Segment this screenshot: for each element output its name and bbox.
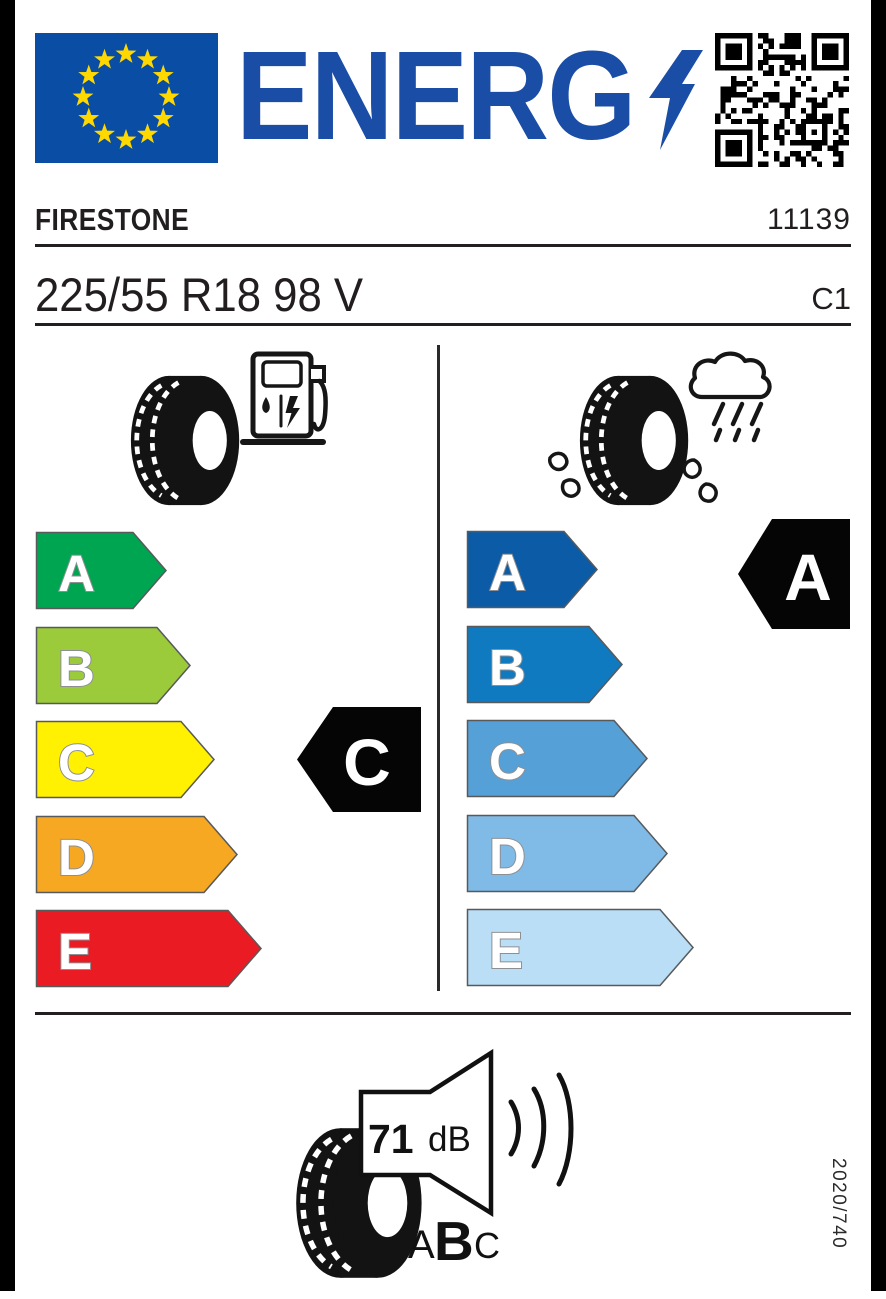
label-border-left xyxy=(0,0,15,1291)
svg-text:C: C xyxy=(58,734,95,791)
svg-text:D: D xyxy=(58,828,95,886)
regulation-number: 2020/740 xyxy=(828,1158,849,1250)
eu-flag-icon xyxy=(35,33,218,163)
svg-text:C: C xyxy=(489,733,526,790)
fuel-efficiency-grade-E xyxy=(35,909,263,988)
tire-class: C1 xyxy=(811,281,851,316)
divider-size xyxy=(35,323,851,326)
qr-code xyxy=(712,33,852,167)
divider-noise xyxy=(35,1012,851,1015)
lightning-bolt-icon xyxy=(649,50,703,150)
divider-columns xyxy=(437,345,440,991)
fuel-efficiency-grade-A xyxy=(35,531,168,610)
wet-grip-grade-E xyxy=(466,908,695,987)
fuel-efficiency-grade-D xyxy=(35,815,239,894)
noise-class-c: C xyxy=(474,1225,500,1266)
brand-name: FIRESTONE xyxy=(35,202,190,237)
fuel-efficiency-rating: C xyxy=(343,725,391,799)
fuel-efficiency-rating-indicator xyxy=(297,706,422,813)
noise-class-b: B xyxy=(434,1210,474,1272)
svg-text:E: E xyxy=(58,923,93,980)
wet-grip-grade-B xyxy=(466,625,624,704)
energ-logo-text: ENERG xyxy=(236,25,635,166)
label-border-right xyxy=(871,0,886,1291)
wet-grip-grade-A xyxy=(466,530,599,609)
svg-text:B: B xyxy=(58,639,95,697)
svg-text:A: A xyxy=(489,544,526,601)
wet-grip-rating-indicator xyxy=(738,518,852,630)
svg-text:E: E xyxy=(489,922,524,979)
fuel-efficiency-scale xyxy=(35,531,275,991)
article-number: 11139 xyxy=(767,203,851,236)
svg-text:D: D xyxy=(489,827,526,885)
svg-text:A: A xyxy=(58,545,95,602)
divider-brand xyxy=(35,244,851,247)
svg-text:B: B xyxy=(489,638,526,696)
tire-rain-cloud-icon xyxy=(528,340,808,512)
wet-grip-grade-D xyxy=(466,814,669,893)
fuel-efficiency-grade-B xyxy=(35,626,192,705)
fuel-efficiency-grade-C xyxy=(35,720,216,799)
sound-waves-icon xyxy=(511,1075,571,1184)
tire-size: 225/55 R18 98 V xyxy=(35,268,364,321)
wet-grip-rating: A xyxy=(784,540,832,614)
tire-fuel-pump-icon xyxy=(115,346,350,516)
noise-value: 71 xyxy=(368,1116,414,1162)
wet-grip-scale xyxy=(466,530,706,990)
noise-class-a: A xyxy=(408,1223,435,1267)
wet-grip-grade-C xyxy=(466,719,649,798)
tire-noise-speaker-icon xyxy=(278,1042,610,1299)
noise-unit: dB xyxy=(428,1120,471,1159)
